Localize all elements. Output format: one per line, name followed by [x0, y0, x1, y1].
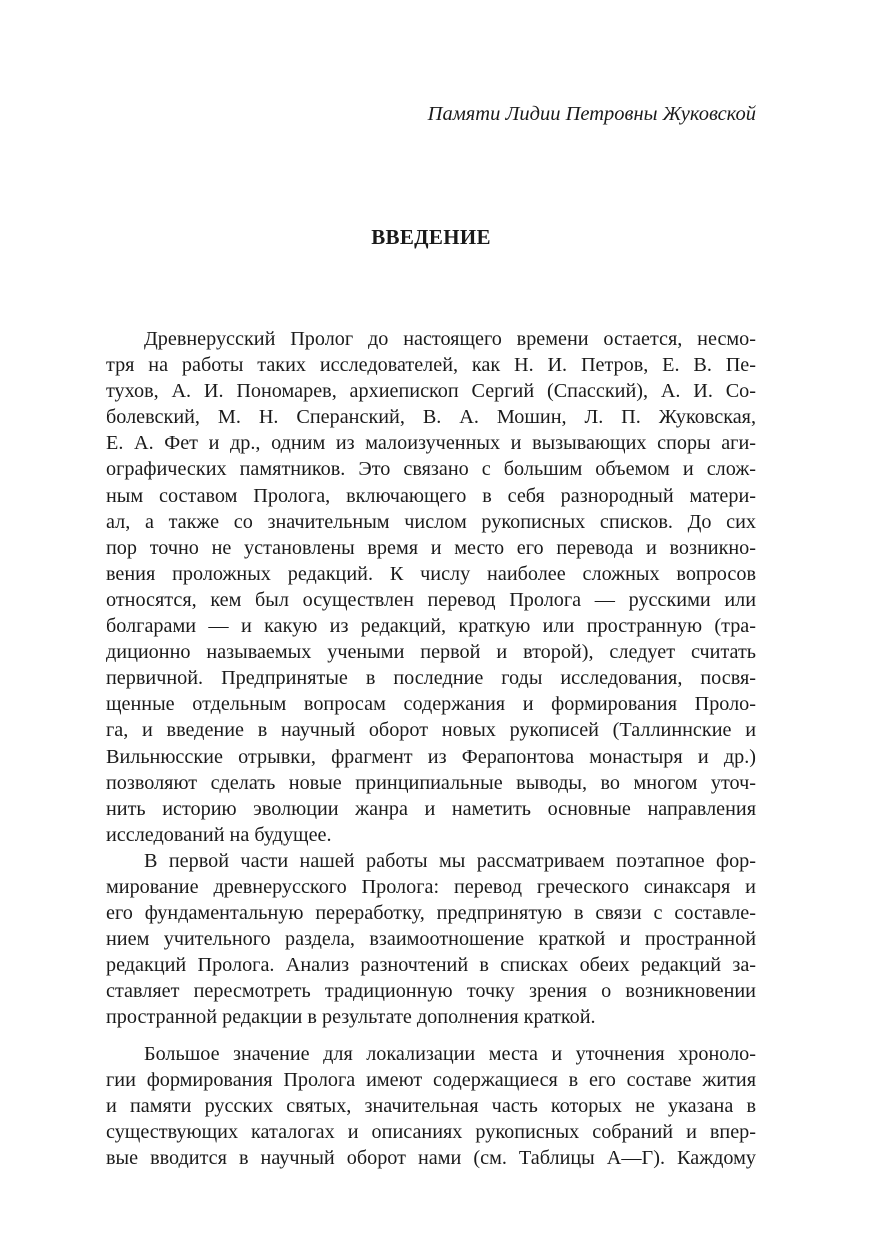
text-line: первичной. Предпринятые в последние годы исследования, посвя-	[106, 667, 756, 690]
text-line: ал, а также со значительным числом рукописных списков. До сих	[106, 510, 756, 533]
text-line: тухов, А. И. Пономарев, архиепископ Сергий (Спасский), А. И. Со-	[106, 380, 756, 403]
text-line: исследований на будущее.	[106, 823, 332, 846]
paragraph-1	[106, 326, 756, 848]
text-line: нием учительного раздела, взаимоотношение краткой и пространной	[106, 928, 756, 951]
text-line: болевский, М. Н. Сперанский, В. А. Мошин, Л. П. Жуковская,	[106, 406, 756, 429]
chapter-heading: ВВЕДЕНИЕ	[371, 225, 491, 249]
text-line: позволяют сделать новые принципиальные выводы, во многом уточ-	[106, 771, 756, 794]
text-line: редакций Пролога. Анализ разночтений в списках обеих редакций за-	[106, 954, 756, 977]
text-line: и памяти русских святых, значительная часть которых не указана в	[106, 1094, 756, 1117]
text-line: мирование древнерусского Пролога: перевод греческого синаксаря и	[106, 875, 756, 898]
text-line: его фундаментальную переработку, предпринятую в связи с составле-	[106, 902, 756, 925]
text-line: Большое значение для локализации места и уточнения хроноло-	[144, 1042, 756, 1065]
text-line: ставляет пересмотреть традиционную точку зрения о возникновении	[106, 980, 756, 1003]
text-line: нить историю эволюции жанра и наметить основные направления	[106, 797, 756, 820]
text-line: га, и введение в научный оборот новых рукописей (Таллиннские и	[106, 719, 756, 742]
text-line: Е. А. Фет и др., одним из малоизученных и вызывающих споры аги-	[106, 432, 756, 455]
body-text	[106, 326, 756, 1171]
epigraph: Памяти Лидии Петровны Жуковской	[427, 103, 756, 125]
text-line: ографических памятников. Это связано с большим объемом и слож-	[106, 458, 756, 481]
text-line: вые вводится в научный оборот нами (см. Таблицы А—Г). Каждому	[106, 1146, 756, 1169]
paragraph-2	[106, 848, 756, 1031]
text-line: тря на работы таких исследователей, как Н. И. Петров, Е. В. Пе-	[106, 354, 756, 377]
text-line: гии формирования Пролога имеют содержащиеся в его составе жития	[106, 1068, 756, 1091]
text-line: ным составом Пролога, включающего в себя разнородный матери-	[106, 484, 756, 507]
text-line: диционно называемых учеными первой и второй), следует считать	[106, 641, 756, 664]
paragraph-3	[106, 1041, 756, 1171]
text-line: болгарами — и какую из редакций, краткую или пространную (тра-	[106, 615, 756, 638]
text-line: щенные отдельным вопросам содержания и формирования Проло-	[106, 693, 756, 716]
text-line: вения проложных редакций. К числу наиболее сложных вопросов	[106, 562, 756, 585]
text-line: относятся, кем был осуществлен перевод Пролога — русскими или	[106, 588, 756, 611]
text-line: пор точно не установлены время и место его перевода и возникно-	[106, 536, 756, 559]
text-line: Вильнюсские отрывки, фрагмент из Ферапонтова монастыря и др.)	[106, 745, 756, 768]
text-line: пространной редакции в результате дополнения краткой.	[106, 1006, 596, 1029]
book-page	[106, 0, 756, 1241]
text-line: В первой части нашей работы мы рассматриваем поэтапное фор-	[144, 849, 756, 872]
text-line: существующих каталогах и описаниях рукописных собраний и впер-	[106, 1120, 756, 1143]
text-line: Древнерусский Пролог до настоящего времени остается, несмо-	[144, 328, 756, 350]
